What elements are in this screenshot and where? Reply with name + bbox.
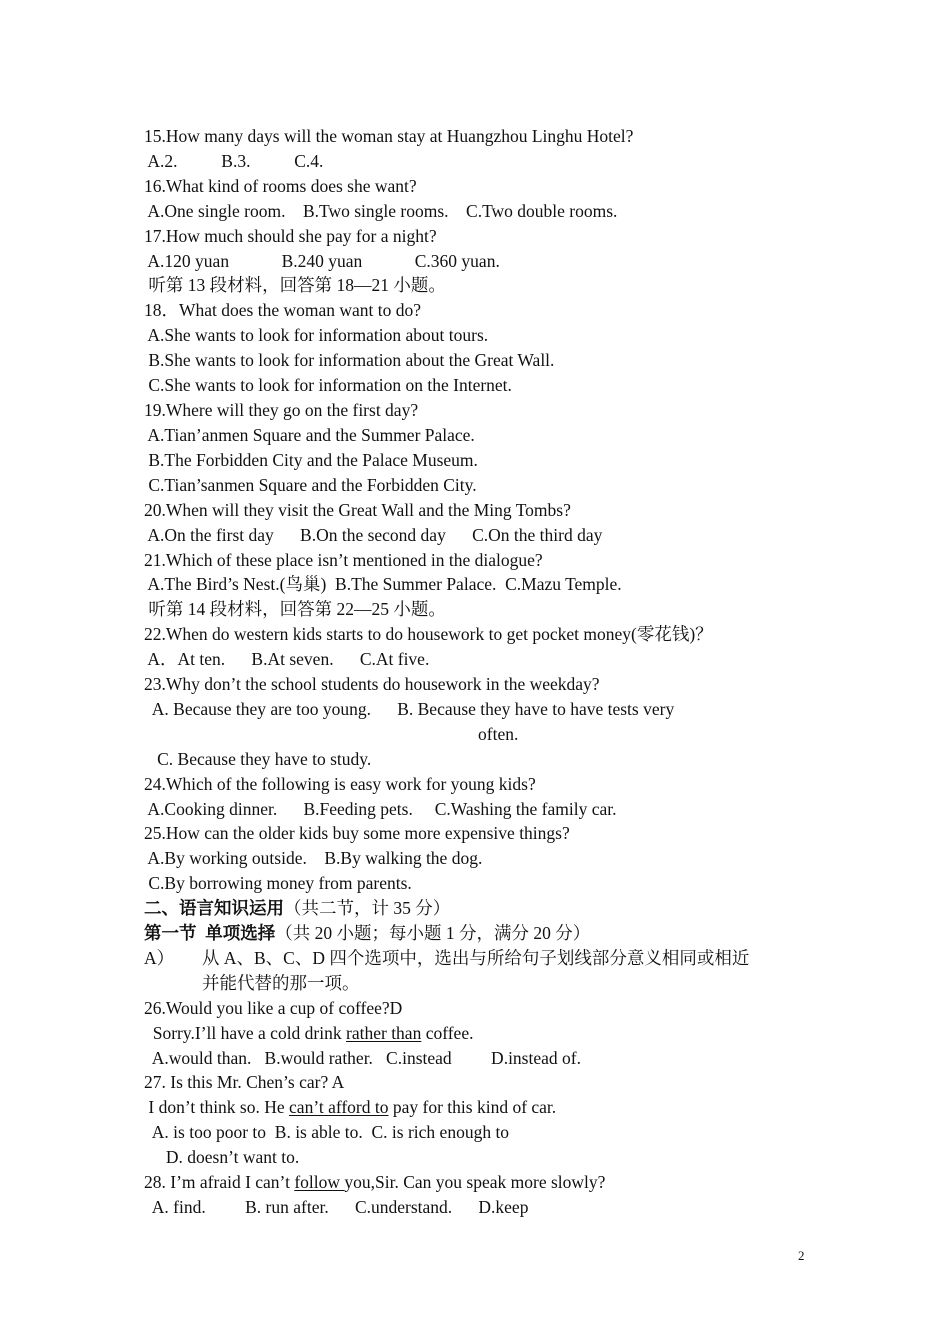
q26-underlined-phrase: rather than bbox=[346, 1023, 422, 1043]
q27-options-abc: A. is too poor to B. is able to. C. is rich enough to bbox=[144, 1122, 510, 1142]
section-2-heading bbox=[144, 896, 814, 920]
q20-options: A.On the first day B.On the second day C.On the third day bbox=[144, 525, 603, 545]
q23-option-c: C. Because they have to study. bbox=[144, 749, 372, 769]
q18-option-a: A.She wants to look for information about tours. bbox=[144, 325, 489, 345]
section-2-note: （共二节，计 35 分） bbox=[284, 898, 451, 918]
q15-options: A.2. B.3. C.4. bbox=[144, 151, 324, 171]
part-a-label: A） bbox=[144, 948, 175, 968]
q19-stem: 19.Where will they go on the first day? bbox=[144, 400, 419, 420]
q23-options-ab: A. Because they are too young. B. Because they have to have tests very bbox=[144, 699, 675, 719]
page-number: 2 bbox=[798, 1248, 805, 1263]
q26-stem: 26.Would you like a cup of coffee?D bbox=[144, 998, 403, 1018]
q23-option-b-wrap: often. bbox=[478, 724, 519, 744]
q25-stem: 25.How can the older kids buy some more expensive things? bbox=[144, 823, 570, 843]
q28-stem bbox=[144, 1170, 814, 1194]
q23-stem: 23.Why don’t the school students do housework in the weekday? bbox=[144, 674, 600, 694]
q27-stem: 27. Is this Mr. Chen’s car? A bbox=[144, 1072, 345, 1092]
section-2-1-heading bbox=[144, 921, 814, 945]
q19-option-c: C.Tian’sanmen Square and the Forbidden City. bbox=[144, 475, 477, 495]
part-a-instruction-line-1: 从 A、B、C、D 四个选项中，选出与所给句子划线部分意义相同或相近 bbox=[202, 948, 750, 968]
q28-options: A. find. B. run after. C.understand. D.keep bbox=[144, 1197, 529, 1217]
q18-option-b: B.She wants to look for information about the Great Wall. bbox=[144, 350, 555, 370]
q18-option-c: C.She wants to look for information on the Internet. bbox=[144, 375, 512, 395]
q15-stem: 15.How many days will the woman stay at Huangzhou Linghu Hotel? bbox=[144, 126, 634, 146]
q26-options: A.would than. B.would rather. C.instead D.instead of. bbox=[144, 1048, 581, 1068]
passage-13-instruction: 听第 13 段材料，回答第 18—21 小题。 bbox=[144, 275, 446, 295]
section-2-1-note: （共 20 小题；每小题 1 分，满分 20 分） bbox=[275, 923, 591, 943]
q25-options-ab: A.By working outside. B.By walking the dog. bbox=[144, 848, 483, 868]
q26-sentence-pre: Sorry.I’ll have a cold drink bbox=[144, 1023, 347, 1043]
q22-stem: 22.When do western kids starts to do housework to get pocket money(零花钱)？ bbox=[144, 624, 713, 644]
q28-stem-pre: 28. I’m afraid I can’t bbox=[144, 1172, 295, 1192]
q19-option-a: A.Tian’anmen Square and the Summer Palace. bbox=[144, 425, 475, 445]
q19-option-b: B.The Forbidden City and the Palace Museum. bbox=[144, 450, 478, 470]
q27-underlined-phrase: can’t afford to bbox=[289, 1097, 389, 1117]
q25-option-c: C.By borrowing money from parents. bbox=[144, 873, 412, 893]
q21-stem: 21.Which of these place isn’t mentioned in the dialogue? bbox=[144, 550, 543, 570]
q28-underlined-word: follow bbox=[294, 1172, 345, 1192]
q16-stem: 16.What kind of rooms does she want? bbox=[144, 176, 417, 196]
passage-14-instruction: 听第 14 段材料，回答第 22—25 小题。 bbox=[144, 599, 446, 619]
part-a-instruction-line-2: 并能代替的那一项。 bbox=[202, 973, 360, 993]
q27-sentence-pre: I don’t think so. He bbox=[144, 1097, 290, 1117]
q18-stem: 18．What does the woman want to do? bbox=[144, 300, 422, 320]
section-2-title: 二、语言知识运用 bbox=[144, 898, 284, 918]
q24-options: A.Cooking dinner. B.Feeding pets. C.Washing the family car. bbox=[144, 799, 617, 819]
q28-stem-post: you,Sir. Can you speak more slowly? bbox=[344, 1172, 606, 1192]
q17-stem: 17.How much should she pay for a night? bbox=[144, 226, 437, 246]
q27-option-d: D. doesn’t want to. bbox=[144, 1147, 300, 1167]
q17-options: A.120 yuan B.240 yuan C.360 yuan. bbox=[144, 251, 500, 271]
section-2-1-title: 第一节 单项选择 bbox=[144, 923, 276, 943]
q24-stem: 24.Which of the following is easy work for young kids? bbox=[144, 774, 536, 794]
q22-options: A．At ten. B.At seven. C.At five. bbox=[144, 649, 430, 669]
q16-options: A.One single room. B.Two single rooms. C.Two double rooms. bbox=[144, 201, 618, 221]
q26-sentence-post: coffee. bbox=[421, 1023, 474, 1043]
q20-stem: 20.When will they visit the Great Wall and the Ming Tombs? bbox=[144, 500, 571, 520]
q27-sentence-post: pay for this kind of car. bbox=[388, 1097, 557, 1117]
q21-options: A.The Bird’s Nest.(鸟巢) B.The Summer Palace. C.Mazu Temple. bbox=[144, 574, 622, 594]
q27-sentence bbox=[144, 1095, 814, 1119]
q26-sentence bbox=[144, 1021, 814, 1045]
